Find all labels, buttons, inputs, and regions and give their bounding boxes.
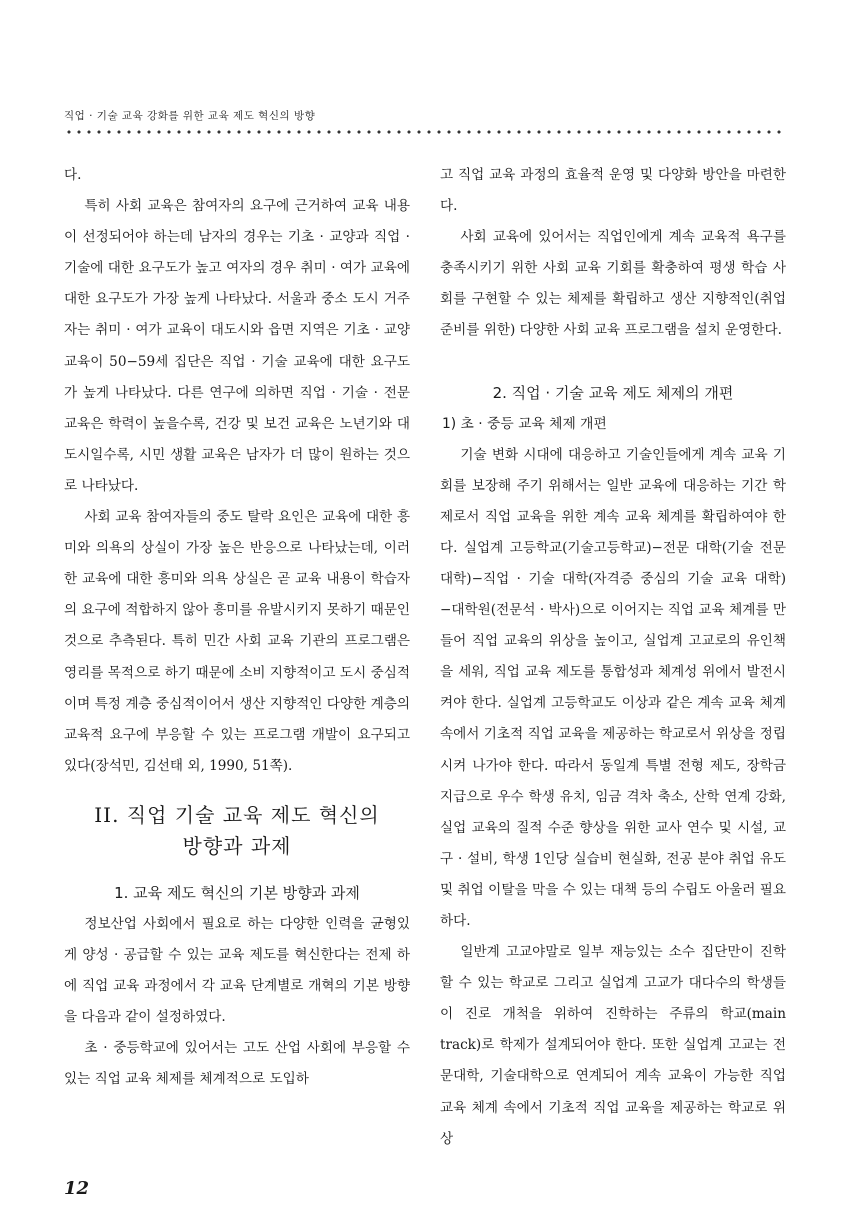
chapter-title	[64, 800, 410, 862]
paragraph: 사회 교육에 있어서는 직업인에게 계속 교육적 욕구를 충족시키기 위한 사회 교육 기회를 확충하여 평생 학습 사회를 구현할 수 있는 체제를 확립하고 생산 지향적인(취업 준비를 위한) 다양한 사회 교육 프로그램을 설치 운영한다.	[440, 229, 786, 339]
paragraph: 일반계 고교야말로 일부 재능있는 소수 집단만이 진학할 수 있는 학교로 그리고 실업계 고교가 대다수의 학생들이 진로 개척을 위하여 진학하는 주류의 학교(main track)로 학제가 설계되어야 한다. 또한 실업계 고교는 전문대학, 기술대학으로 연계되어 계속 교육이 가능한 직업 교육 체계 속에서 기초적 직업 교육을 제공하는 학교로 위상	[440, 944, 786, 1147]
page-number: 12	[64, 1178, 90, 1199]
right-column	[440, 160, 786, 1155]
chapter-title-line: 방향과 과제	[182, 833, 292, 858]
running-header: 직업 · 기술 교육 강화를 위한 교육 제도 혁신의 방향	[64, 110, 316, 122]
paragraph: 정보산업 사회에서 필요로 하는 다양한 인력을 균형있게 양성 · 공급할 수 있는 교육 제도를 혁신한다는 전제 하에 직업 교육 과정에서 각 교육 단계별로 개혁의 기본 방향을 다음과 같이 설정하였다.	[64, 915, 410, 1026]
paragraph: 특히 사회 교육은 참여자의 요구에 근거하여 교육 내용이 선정되어야 하는데 남자의 경우는 기초 · 교양과 직업 · 기술에 대한 요구도가 높고 여자의 경우 취미 · 여가 교육에 대한 요구도가 가장 높게 나타났다. 서울과 중소 도시 거주자는 취미 · 여가 교육이 대도시와 읍면 지역은 기초 · 교양 교육이 50−59세 집단은 직업 · 기술 교육에 대한 요구도가 높게 나타났다. 다른 연구에 의하면 직업 · 기술 · 전문 교육은 학력이 높을수록, 건강 및 보건 교육은 노년기와 대도시일수록, 시민 생활 교육은 남자가 더 많이 원하는 것으로 나타났다.	[64, 198, 410, 494]
paragraph: 고 직업 교육 과정의 효율적 운영 및 다양화 방안을 마련한다.	[440, 167, 786, 215]
subsection-title: 1) 초 · 중등 교육 체제 개편	[442, 415, 607, 432]
dotted-rule	[64, 129, 784, 135]
paragraph: 사회 교육 참여자들의 중도 탈락 요인은 교육에 대한 흥미와 의욕의 상실이 가장 높은 반응으로 나타났는데, 이러한 교육에 대한 흥미와 의욕 상실은 곧 교육 내용이 학습자의 요구에 적합하지 않아 흥미를 유발시키지 못하기 때문인 것으로 추측된다. 특히 민간 사회 교육 기관의 프로그램은 영리를 목적으로 하기 때문에 소비 지향적이고 도시 중심적이며 특정 계층 중심적이어서 생산 지향적인 다양한 계층의 교육적 요구에 부응할 수 있는 프로그램 개발이 요구되고 있다(장석민, 김선태 외, 1990, 51쪽).	[64, 509, 410, 774]
left-column	[64, 160, 410, 1095]
section-title: 2. 직업 · 기술 교육 제도 체제의 개편	[492, 383, 734, 402]
paragraph: 초 · 중등학교에 있어서는 고도 산업 사회에 부응할 수 있는 직업 교육 체제를 체계적으로 도입하	[64, 1040, 410, 1088]
section-title: 1. 교육 제도 혁신의 기본 방향과 과제	[114, 883, 360, 902]
paragraph: 기술 변화 시대에 대응하고 기술인들에게 계속 교육 기회를 보장해 주기 위해서는 일반 교육에 대응하는 기간 학제로서 직업 교육을 위한 계속 교육 체계를 확립하여야 한다. 실업계 고등학교(기술고등학교)−전문 대학(기술 전문 대학)−직업 · 기술 대학(자격증 중심의 기술 교육 대학)−대학원(전문석 · 박사)으로 이어지는 직업 교육 체계를 만들어 직업 교육의 위상을 높이고, 실업계 고교로의 유인책을 세워, 직업 교육 제도를 통합성과 체계성 위에서 발전시켜야 한다. 실업계 고등학교도 이상과 같은 계속 교육 체계 속에서 기초적 직업 교육을 제공하는 학교로서 위상을 정립시켜 나가야 한다. 따라서 동일계 특별 전형 제도, 장학금 지급으로 우수 학생 유치, 임금 격차 축소, 산학 연계 강화, 실업 교육의 질적 수준 향상을 위한 교사 연수 및 시설, 교구 · 설비, 학생 1인당 실습비 현실화, 전공 분야 취업 유도 및 취업 이탈을 막을 수 있는 대책 등의 수립도 아울러 필요하다.	[440, 446, 786, 929]
chapter-title-line: II. 직업 기술 교육 제도 혁신의	[94, 802, 380, 827]
paragraph: 다.	[64, 167, 82, 183]
